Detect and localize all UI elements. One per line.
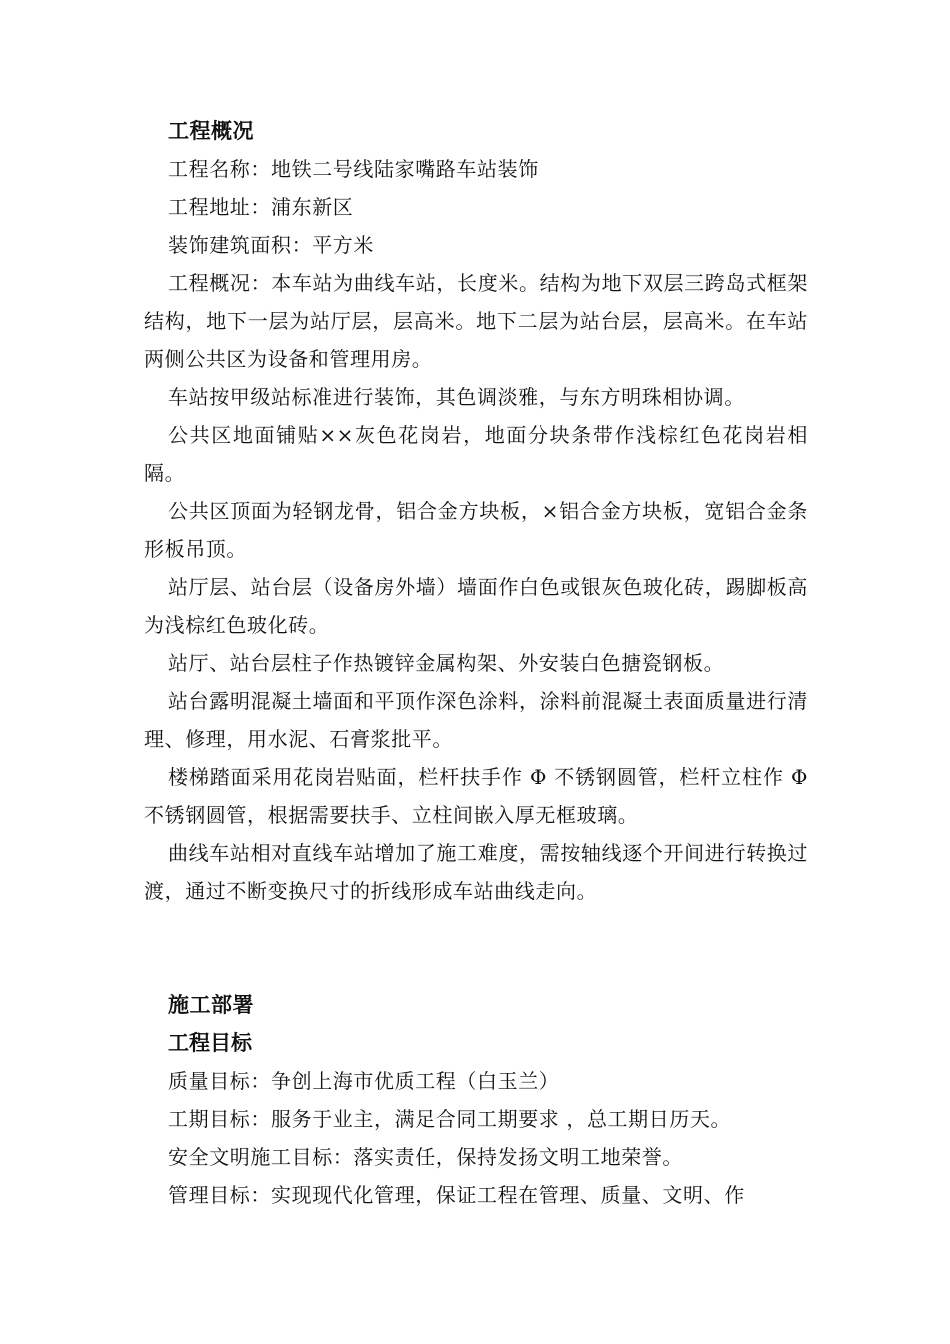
paragraph-curve: 曲线车站相对直线车站增加了施工难度，需按轴线逐个开间进行转换过渡，通过不断变换尺寸的折线形成车站曲线走向。 [144, 841, 808, 903]
document-page [144, 112, 808, 1214]
paragraph-decoration-area: 装饰建筑面积：平方米 [168, 233, 374, 257]
paragraph-wall: 站厅层、站台层（设备房外墙）墙面作白色或银灰色玻化砖，踢脚板高为浅棕红色玻化砖。 [144, 575, 808, 637]
paragraph-project-address: 工程地址：浦东新区 [168, 195, 354, 219]
paragraph-floor: 公共区地面铺贴××灰色花岗岩，地面分块条带作浅棕红色花岗岩相隔。 [144, 423, 808, 485]
section-title-project-overview: 工程概况 [168, 119, 254, 143]
paragraph-standard: 车站按甲级站标准进行装饰，其色调淡雅，与东方明珠相协调。 [168, 385, 745, 409]
paragraph-schedule-goal: 工期目标：服务于业主，满足合同工期要求 ，总工期日历天。 [168, 1107, 732, 1131]
paragraph-quality-goal: 质量目标：争创上海市优质工程（白玉兰） [168, 1069, 560, 1093]
paragraph-concrete: 站台露明混凝土墙面和平顶作深色涂料，涂料前混凝土表面质量进行清理、修理，用水泥、石膏浆批平。 [144, 689, 808, 751]
paragraph-safety-goal: 安全文明施工目标：落实责任，保持发扬文明工地荣誉。 [168, 1145, 683, 1169]
section-title-construction-deployment: 施工部署 [168, 993, 254, 1017]
paragraph-ceiling: 公共区顶面为轻钢龙骨，铝合金方块板，×铝合金方块板，宽铝合金条形板吊顶。 [144, 499, 808, 561]
paragraph-columns: 站厅、站台层柱子作热镀锌金属构架、外安装白色搪瓷钢板。 [168, 651, 725, 675]
paragraph-management-goal: 管理目标：实现现代化管理，保证工程在管理、质量、文明、作 [168, 1183, 745, 1207]
paragraph-overview: 工程概况：本车站为曲线车站，长度米。结构为地下双层三跨岛式框架结构，地下一层为站厅层，层高米。地下二层为站台层，层高米。在车站两侧公共区为设备和管理用房。 [144, 271, 808, 371]
paragraph-project-name: 工程名称：地铁二号线陆家嘴路车站装饰 [168, 157, 539, 181]
paragraph-stairs: 楼梯踏面采用花岗岩贴面，栏杆扶手作 Φ 不锈钢圆管，栏杆立柱作 Φ 不锈钢圆管，根据需要扶手、立柱间嵌入厚无框玻璃。 [144, 765, 808, 827]
section-spacer [144, 910, 808, 986]
subsection-title-project-goals: 工程目标 [168, 1031, 252, 1055]
